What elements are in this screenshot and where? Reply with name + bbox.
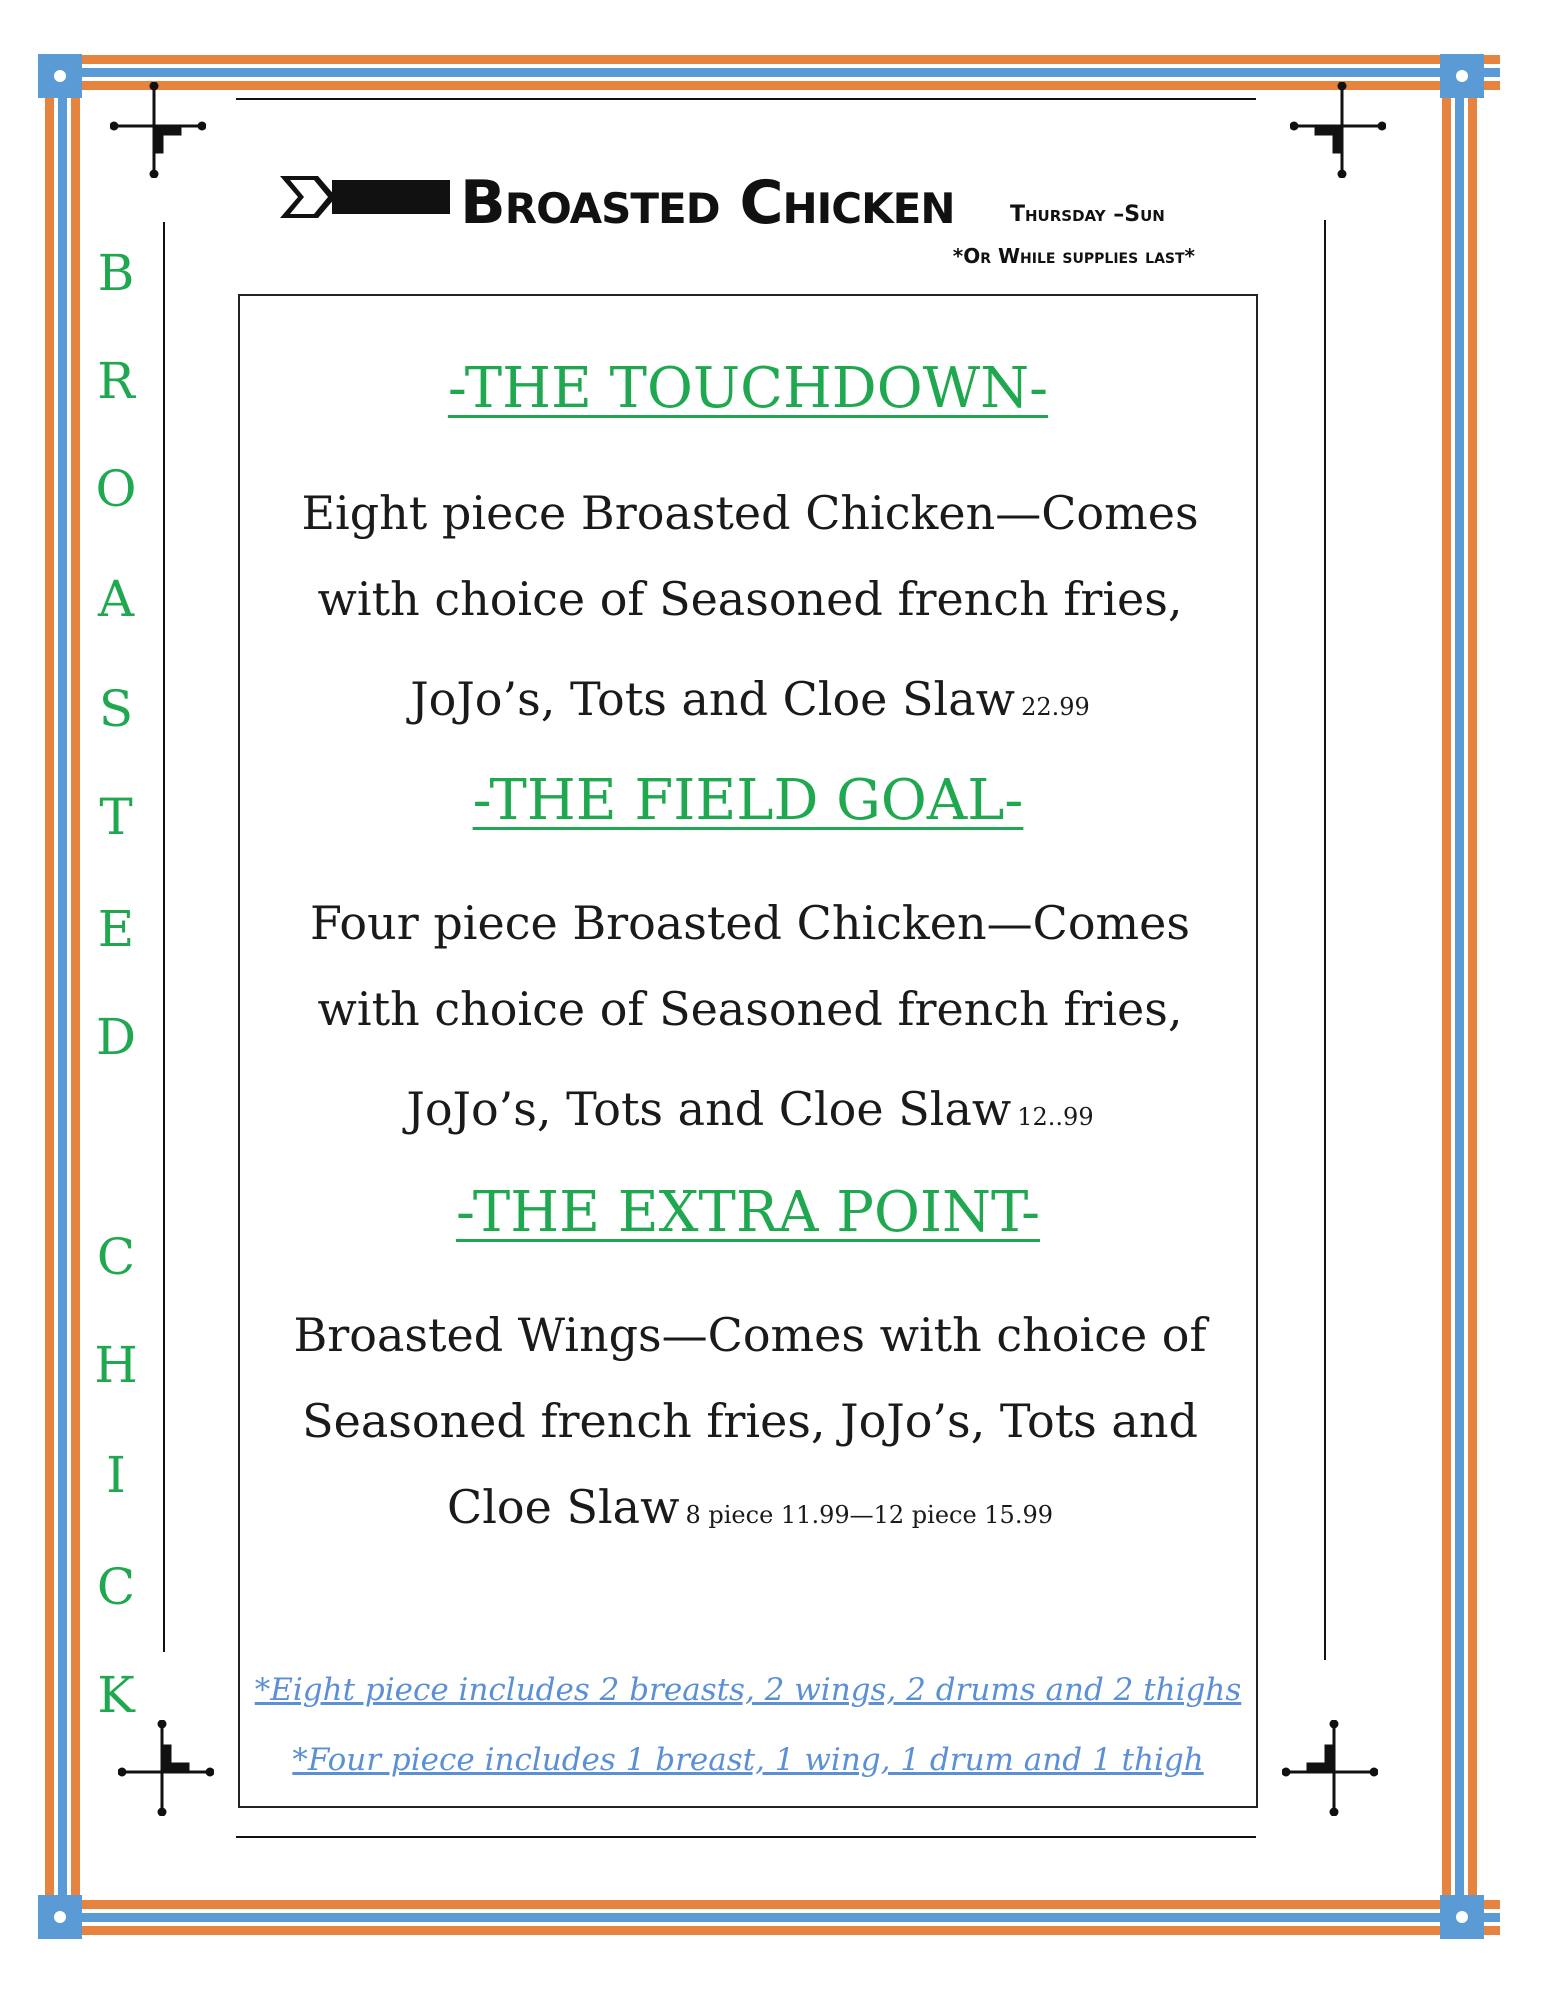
- price: 12..99: [1017, 1103, 1094, 1131]
- body-line: with choice of Seasoned french fries,: [317, 982, 1183, 1036]
- side-letter: D: [95, 1008, 137, 1066]
- arrow-banner-icon: [280, 176, 450, 218]
- side-letter: S: [98, 680, 134, 738]
- top-rule: [236, 98, 1256, 100]
- right-rule: [1324, 220, 1326, 1660]
- section-title-touchdown: -THE TOUCHDOWN-: [447, 356, 1049, 421]
- corner-ornament-top-left-icon: [110, 82, 206, 178]
- body-line: with choice of Seasoned french fries,: [317, 572, 1183, 626]
- body-line: [270, 1464, 1230, 1558]
- header-days: Thursday –Sun: [1010, 202, 1165, 227]
- body-line-text: JoJo’s, Tots and Cloe Slaw: [406, 1082, 1012, 1136]
- corner-square-top-left: [38, 54, 82, 98]
- body-line: Eight piece Broasted Chicken—Comes: [301, 486, 1199, 540]
- price: 22.99: [1021, 693, 1090, 721]
- body-line: Broasted Wings—Comes with choice of: [293, 1308, 1207, 1362]
- section-title-extra-point: -THE EXTRA POINT-: [455, 1180, 1041, 1245]
- price: 8 piece 11.99—12 piece 15.99: [685, 1501, 1053, 1529]
- section-body-touchdown: [270, 470, 1230, 750]
- left-rule: [163, 222, 165, 1652]
- section-body-extra-point: [270, 1292, 1230, 1558]
- section-title-field-goal: -THE FIELD GOAL-: [472, 768, 1024, 833]
- side-letter: R: [97, 352, 135, 410]
- corner-ornament-top-right-icon: [1290, 82, 1386, 178]
- side-letter: I: [106, 1446, 126, 1504]
- page-title: Broasted Chicken: [460, 168, 955, 238]
- body-line: Seasoned french fries, JoJo’s, Tots and: [302, 1394, 1198, 1448]
- corner-ornament-bottom-right-icon: [1282, 1720, 1378, 1816]
- bottom-rule: [236, 1836, 1256, 1838]
- footnote-eight-piece[interactable]: *Eight piece includes 2 breasts, 2 wings, 2 drums and 2 thighs: [254, 1672, 1242, 1708]
- side-letter: C: [96, 1228, 136, 1286]
- side-letter: B: [97, 244, 135, 302]
- corner-square-bottom-right: [1440, 1895, 1484, 1939]
- corner-ornament-bottom-left-icon: [118, 1720, 214, 1816]
- side-letter: C: [96, 1558, 136, 1616]
- body-line: [270, 1066, 1230, 1160]
- body-line-text: Cloe Slaw: [447, 1480, 680, 1534]
- body-line-text: JoJo’s, Tots and Cloe Slaw: [410, 672, 1016, 726]
- side-letter: A: [97, 570, 135, 628]
- side-letter: E: [97, 900, 135, 958]
- side-letter: K: [97, 1666, 135, 1724]
- body-line: [270, 656, 1230, 750]
- menu-box: [238, 294, 1258, 1808]
- side-letter: T: [99, 788, 133, 846]
- body-line: Four piece Broasted Chicken—Comes: [310, 896, 1190, 950]
- header-note: *Or While supplies last*: [952, 244, 1195, 268]
- corner-square-top-right: [1440, 54, 1484, 98]
- side-letter: O: [95, 460, 137, 518]
- section-body-field-goal: [270, 880, 1230, 1160]
- side-letter: H: [94, 1336, 138, 1394]
- footnote-four-piece[interactable]: *Four piece includes 1 breast, 1 wing, 1 drum and 1 thigh: [292, 1742, 1204, 1778]
- corner-square-bottom-left: [38, 1895, 82, 1939]
